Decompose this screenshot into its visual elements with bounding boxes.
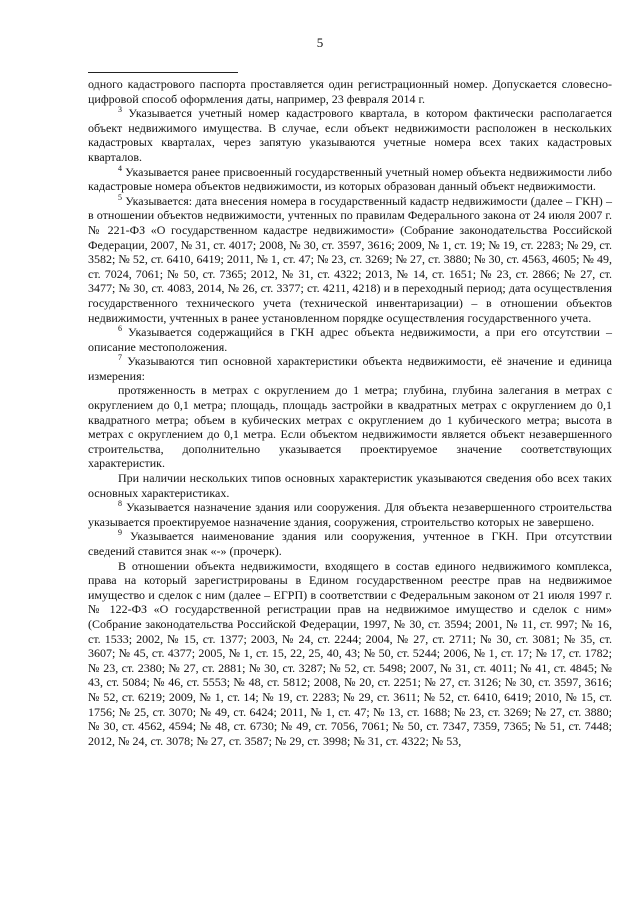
paragraph-text: Указывается содержащийся в ГКН адрес объекта недвижимости, а при его отсутствии – описание местоположения. xyxy=(88,325,612,354)
footnote-5 xyxy=(88,194,612,325)
paragraph-text: В отношении объекта недвижимости, входящего в состав единого недвижимого комплекса, права на который зарегистрированы в Едином государственном реестре прав на недвижимое имущество и сделок с ним (далее – ЕГРП) в соответствии с Федеральным законом от 21 июля 1997 г. № 122-ФЗ «О государственной регистрации прав на недвижимое имущество и сделок с ним» (Собрание законодательства Российской Федерации, 1997, № 30, ст. 3594; 2001, № 11, ст. 997; № 16, ст. 1533; 2002, № 15, ст. 1377; 2003, № 24, ст. 2244; 2004, № 27, ст. 2711; № 30, ст. 3081; № 35, ст. 3607; № 45, ст. 4377; 2005, № 1, ст. 15, 22, 25, 40, 43; № 50, ст. 5244; 2006, № 1, ст. 17; № 17, ст. 1782; № 23, ст. 2380; № 27, ст. 2881; № 30, ст. 3287; № 52, ст. 5498; 2007, № 31, ст. 4011; № 41, ст. 4845; № 43, ст. 5084; № 46, ст. 5553; № 48, ст. 5812; 2008, № 20, ст. 2251; № 27, ст. 3126; № 30, ст. 3597, 3616; № 52, ст. 6219; 2009, № 1, ст. 14; № 19, ст. 2283; № 29, ст. 3611; № 52, ст. 6410, 6419; 2010, № 15, ст. 1756; № 25, ст. 3070; № 49, ст. 6424; 2011, № 1, ст. 47; № 13, ст. 1688; № 23, ст. 3269; № 27, ст. 3880; № 30, ст. 4562, 4594; № 48, ст. 6730; № 49, ст. 7056, 7061; № 50, ст. 7347, 7359, 7365; № 51, ст. 7448; 2012, № 24, ст. 3078; № 27, ст. 3587; № 29, ст. 3998; № 31, ст. 4322; № 53, xyxy=(88,558,612,748)
footnote-6 xyxy=(88,325,612,354)
footnote-marker: 5 xyxy=(118,192,122,202)
footnotes-body xyxy=(88,77,612,748)
paragraph-units xyxy=(88,383,612,471)
footnote-7 xyxy=(88,354,612,383)
paragraph-continuation xyxy=(88,77,612,106)
footnote-marker: 4 xyxy=(118,163,122,173)
paragraph-text: Указывается ранее присвоенный государственный учетный номер объекта недвижимости либо кадастровые номера объектов недвижимости, из которых образован данный объект недвижимости. xyxy=(88,164,612,194)
paragraph-text: Указывается наименование здания или сооружения, учтенное в ГКН. При отсутствии сведений ставится знак «-» (прочерк). xyxy=(88,529,612,558)
footnote-9 xyxy=(88,529,612,558)
footnote-marker: 3 xyxy=(118,105,122,115)
paragraph-text: Указываются тип основной характеристики объекта недвижимости, её значение и единица измерения: xyxy=(88,354,612,383)
footnote-separator xyxy=(88,72,238,73)
footnote-marker: 6 xyxy=(118,324,122,334)
footnote-3 xyxy=(88,106,612,164)
footnote-marker: 9 xyxy=(118,528,122,538)
paragraph-text: одного кадастрового паспорта проставляется один регистрационный номер. Допускается словесно-цифровой способ оформления даты, например, 23 февраля 2014 г. xyxy=(88,77,612,106)
page-number: 5 xyxy=(316,35,324,50)
paragraph-egrp xyxy=(88,559,612,749)
footnote-marker: 8 xyxy=(118,499,122,509)
paragraph-text: Указывается: дата внесения номера в государственный кадастр недвижимости (далее – ГКН) – в отношении объектов недвижимости, учтенных по правилам Федерального закона от 24 июля 2007 г. № 221-ФЗ «О государственном кадастре недвижимости» (Собрание законодательства Российской Федерации, 2007, № 31, ст. 4017; 2008, № 30, ст. 3597, 3616; 2009, № 1, ст. 19; № 19, ст. 2283; № 29, ст. 3582; № 52, ст. 6410, 6419; 2011, № 1, ст. 47; № 23, ст. 3269; № 27, ст. 3880; № 30, ст. 4563, 4605; № 49, ст. 7024, 7061; № 50, ст. 7365; 2012, № 31, ст. 4322; 2013, № 14, ст. 1651; № 23, ст. 2866; № 27, ст. 3477; № 30, ст. 4083, 2014, № 26, ст. 3377; ст. 4211, 4218) и в переходный период; дата осуществления государственного технического учета (технической инвентаризации) – в отношении объектов недвижимости, учтенных в ранее установленном порядке осуществления государственного учета. xyxy=(88,193,612,325)
footnote-8 xyxy=(88,500,612,529)
paragraph-text: При наличии нескольких типов основных характеристик указываются сведения обо всех таких основных характеристиках. xyxy=(88,471,612,500)
footnote-marker: 7 xyxy=(118,353,122,363)
paragraph-text: Указывается учетный номер кадастрового квартала, в котором фактически располагается объект недвижимого имущества. В случае, если объект недвижимости расположен в нескольких кадастровых кварталах, через запятую указываются учетные номера всех таких кадастровых кварталов. xyxy=(88,106,612,164)
footnote-4 xyxy=(88,165,612,194)
paragraph-text: Указывается назначение здания или сооружения. Для объекта незавершенного строительства указывается проектируемое назначение здания, сооружения, строительство которых не завершено. xyxy=(88,500,612,529)
paragraph-multiple-types xyxy=(88,471,612,500)
paragraph-text: протяженность в метрах с округлением до 1 метра; глубина, глубина залегания в метрах с округлением до 0,1 метра; площадь, площадь застройки в квадратных метрах с округлением до 0,1 квадратного метра; объем в кубических метрах с округлением до 1 кубического метра; высота в метрах с округлением до 0,1 метра. Если объектом недвижимости является объект незавершенного строительства, дополнительно указывается проектируемое значение соответствующих характеристик. xyxy=(88,383,612,471)
